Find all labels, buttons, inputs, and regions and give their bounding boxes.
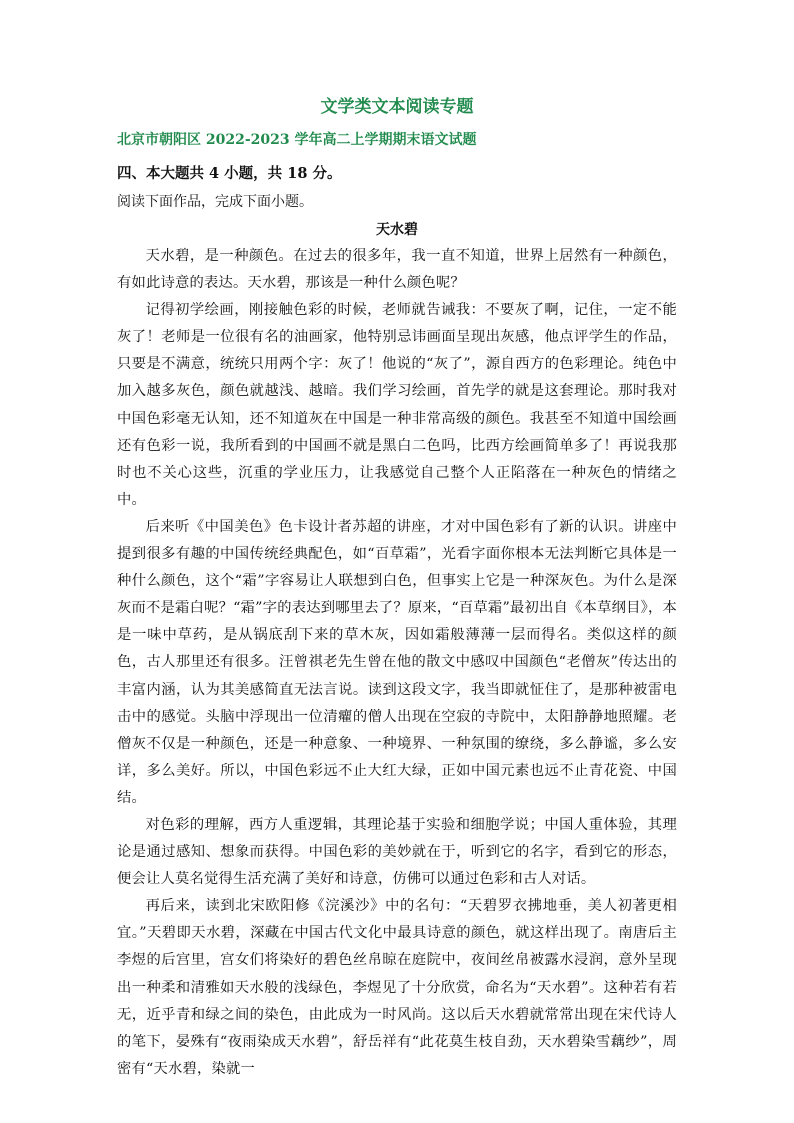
article-paragraph-5: 再后来，读到北宋欧阳修《浣溪沙》中的名句：“天碧罗衣拂地垂，美人初著更相宜。”天碧即天水碧，深藏在中国古代文化中最具诗意的颜色，就这样出现了。南唐后主李煜的后宫里，宫女们将染好的碧色丝帛晾在庭院中，夜间丝帛被露水浸润，意外呈现出一种柔和清雅如天水般的浅绿色，李煜见了十分欣赏，命名为“天水碧”。这种若有若无，近乎青和绿之间的染色，由此成为一时风尚。这以后天水碧就常常出现在宋代诗人的笔下，晏殊有“夜雨染成天水碧”，舒岳祥有“此花莫生枝自劲，天水碧染雪藕纱”，周密有“天水碧，染就一 — [117, 898, 677, 1077]
article-body — [117, 243, 677, 1083]
article-paragraph-1: 天水碧，是一种颜色。在过去的很多年，我一直不知道，世界上居然有一种颜色，有如此诗意的表达。天水碧，那该是一种什么颜色呢？ — [117, 248, 677, 292]
document-title: 文学类文本阅读专题 — [320, 97, 474, 117]
article-paragraph-4: 对色彩的理解，西方人重逻辑，其理论基于实验和细胞学说；中国人重体验，其理论是通过感知、想象而获得。中国色彩的美妙就在于，听到它的名字，看到它的形态，便会让人莫名觉得生活充满了美好和诗意，仿佛可以通过色彩和古人对话。 — [117, 816, 677, 888]
section-heading: 四、本大题共 4 小题，共 18 分。 — [117, 165, 342, 182]
article-paragraph-3: 后来听《中国美色》色卡设计者苏超的讲座，才对中国色彩有了新的认识。讲座中提到很多有趣的中国传统经典配色，如“百草霜”，光看字面你根本无法判断它具体是一种什么颜色，这个“霜”字容易让人联想到白色，但事实上它是一种深灰色。为什么是深灰而不是霜白呢？“霜”字的表达到哪里去了？原来，“百草霜”最初出自《本草纲目》，本是一味中草药，是从锅底刮下来的草木灰，因如霜般薄薄一层而得名。类似这样的颜色，古人那里还有很多。汪曾祺老先生曾在他的散文中感叹中国颜色“老僧灰”传达出的丰富内涵，认为其美感简直无法言说。读到这段文字，我当即就怔住了，是那种被雷电击中的感觉。头脑中浮现出一位清癯的僧人出现在空寂的寺院中，太阳静静地照耀。老僧灰不仅是一种颜色，还是一种意象、一种境界、一种氛围的缭绕，多么静谧，多么安详，多么美好。所以，中国色彩远不止大红大绿，正如中国元素也远不止青花瓷、中国结。 — [117, 518, 677, 806]
reading-instruction: 阅读下面作品，完成下面小题。 — [117, 194, 313, 210]
article-title: 天水碧 — [376, 222, 418, 238]
article-paragraph-2: 记得初学绘画，刚接触色彩的时候，老师就告诫我：不要灰了啊，记住，一定不能灰了！老师是一位很有名的油画家，他特别忌讳画面呈现出灰感，他点评学生的作品，只要是不满意，统统只用两个字：灰了！他说的“灰了”，源自西方的色彩理论。纯色中加入越多灰色，颜色就越浅、越暗。我们学习绘画，首先学的就是这套理论。那时我对中国色彩毫无认知，还不知道灰在中国是一种非常高级的颜色。我甚至不知道中国绘画还有色彩一说，我所看到的中国画不就是黑白二色吗，比西方绘画简单多了！再说我那时也不关心这些，沉重的学业压力，让我感觉自己整个人正陷落在一种灰色的情绪之中。 — [117, 302, 677, 508]
document-page — [117, 95, 677, 1083]
document-source: 北京市朝阳区 2022-2023 学年高二上学期期末语文试题 — [117, 132, 477, 148]
